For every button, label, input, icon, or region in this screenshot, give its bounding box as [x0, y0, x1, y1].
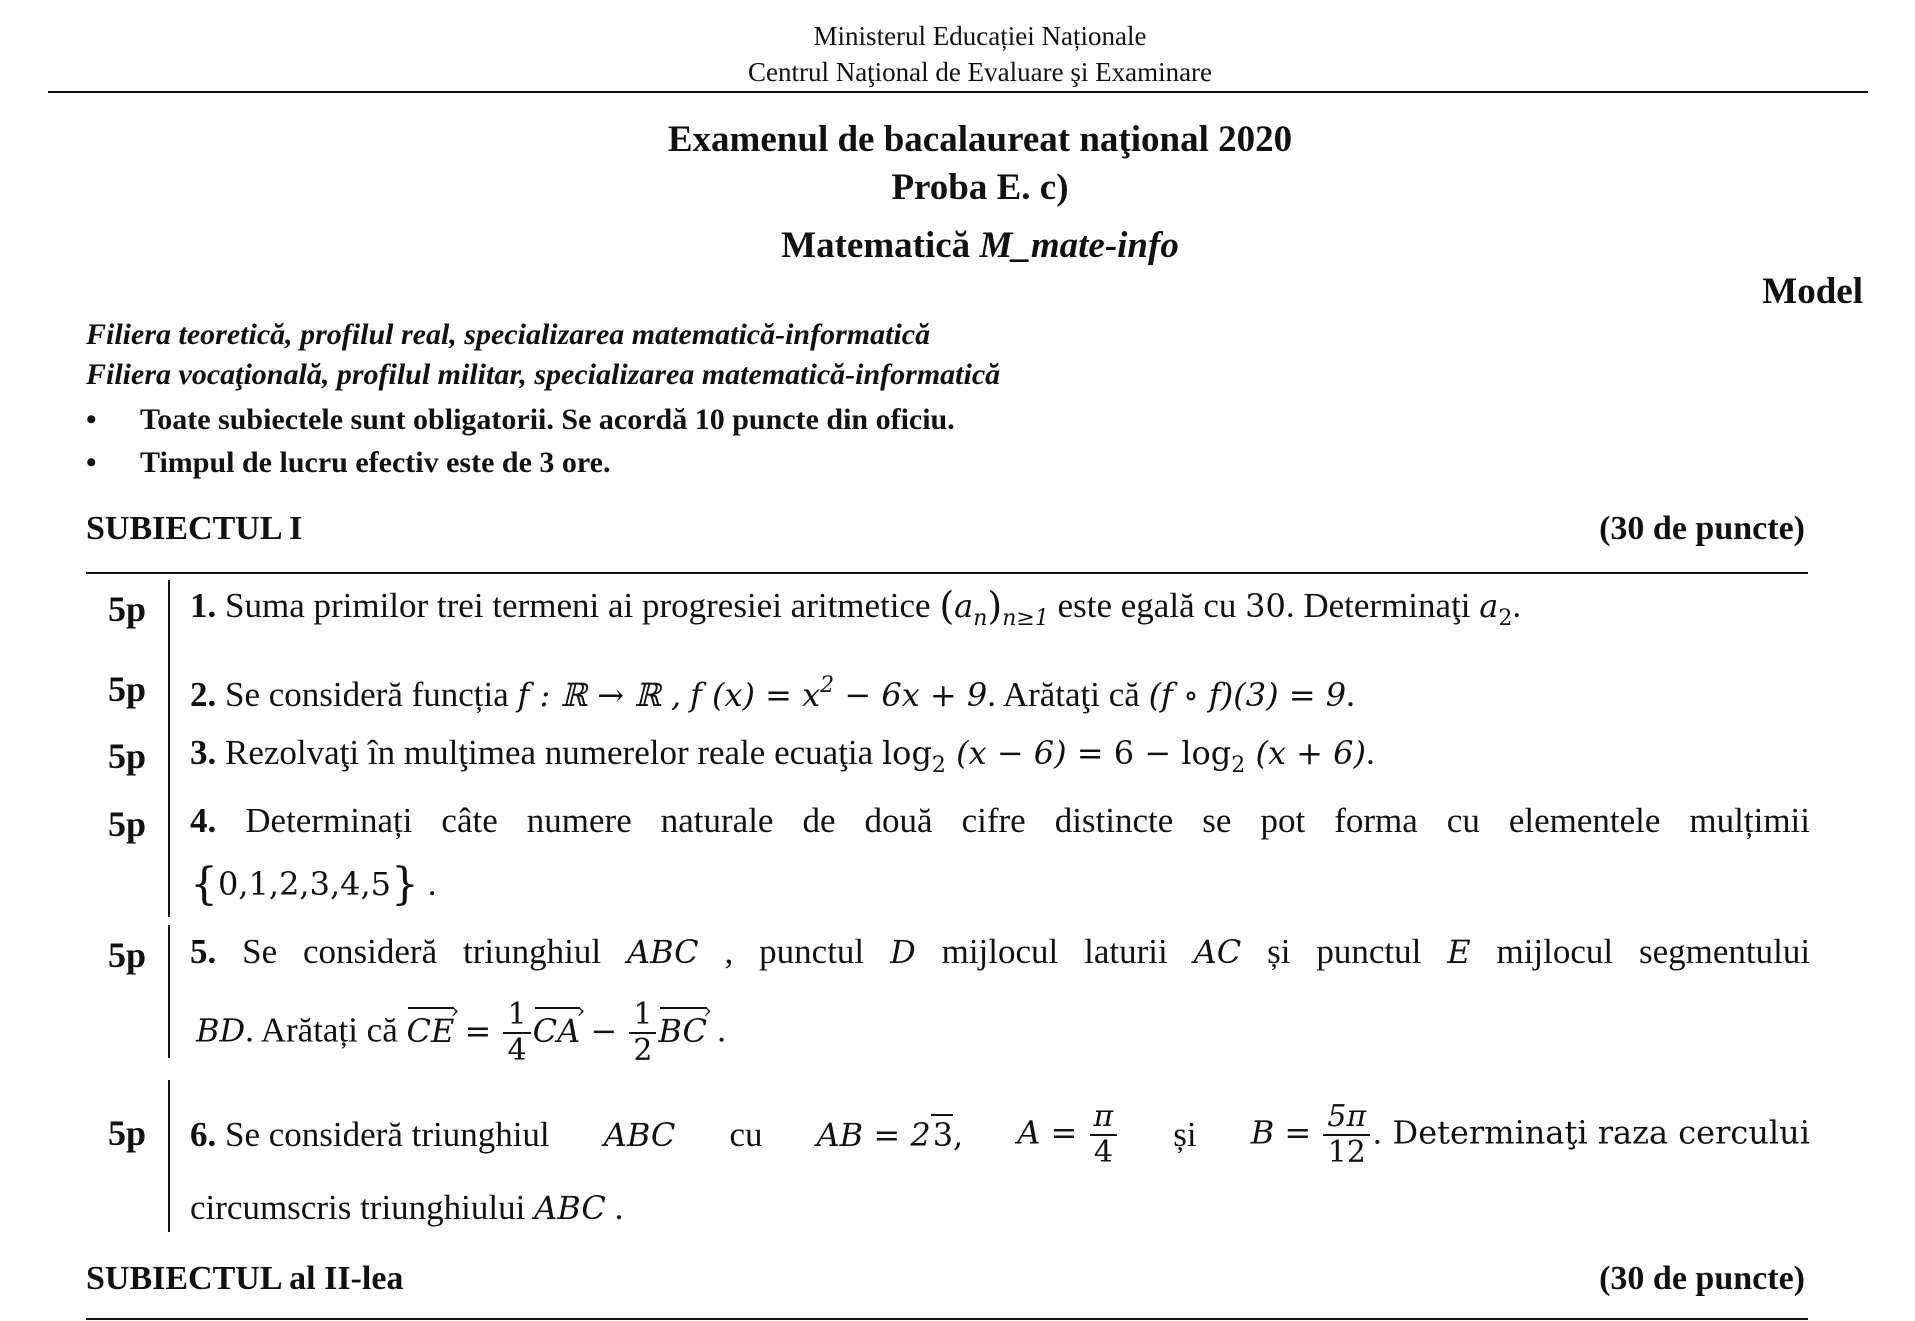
item-number: 3. — [190, 733, 217, 772]
sequence-expr: $(a_n)_{n\ge 1}$ — [939, 584, 1049, 631]
item-text: este egală cu — [1057, 586, 1237, 625]
item-text: Se consideră funcția — [225, 675, 509, 714]
item-line: 5. Se consideră triunghiul ABC , punctul D mijlocul laturii AC și punctul E mijlocul segmentului — [190, 932, 1811, 971]
function-domain: f : ℝ → ℝ , — [517, 676, 682, 714]
item-end: . — [1346, 675, 1355, 714]
item-text: . Arătați că — [245, 1010, 398, 1050]
item-number: 2. — [190, 675, 217, 714]
section2-points: (30 de puncte) — [1599, 1260, 1805, 1297]
item-number: 1. — [190, 586, 217, 625]
bullet-icon: • — [86, 403, 97, 436]
triangle-name: ABC — [534, 1189, 606, 1227]
rule-item — [86, 446, 610, 480]
item-text: . Arătaţi că — [987, 675, 1140, 714]
filiera-2: Filiera vocaţională, profilul militar, specializarea matematică-informatică — [86, 358, 1001, 391]
log-equation: $\log_2 (x - 6) = 6 - \log_2 (x + 6)$ — [881, 734, 1366, 778]
problem-item-1 — [190, 584, 1521, 641]
exam-subject — [0, 224, 1915, 267]
ministry-name: Ministerul Educației Naționale — [813, 21, 1147, 51]
section1-points: (30 de puncte) — [1599, 510, 1805, 547]
item-end: . — [427, 864, 437, 903]
segment-bd: BD — [196, 1011, 246, 1050]
item-text: Rezolvaţi în mulţimea numerelor reale ecuaţia — [225, 733, 874, 772]
rule-item — [86, 403, 955, 437]
vector-equation: CE › = $\frac{1}{4}$ CA › − $\frac{1}{2}$ BC › — [406, 1012, 717, 1050]
item-score: 5p — [108, 935, 147, 975]
problem-item-5-vector — [196, 998, 726, 1068]
target-term: $a_2$ — [1479, 587, 1513, 631]
problem-item-4 — [190, 799, 1810, 843]
subject-variant: M_mate-info — [979, 225, 1179, 266]
center-name: Centrul Naţional de Evaluare şi Examinare — [747, 57, 1213, 87]
item-end: . — [1512, 586, 1522, 625]
filiera-1: Filiera teoretică, profilul real, specializarea matematică-informatică — [86, 318, 931, 351]
rule-text: Timpul de lucru efectiv este de 3 ore. — [140, 446, 611, 479]
score-column-divider — [168, 1080, 170, 1232]
model-label: Model — [1762, 271, 1863, 312]
problem-item-2 — [190, 664, 1355, 717]
score-column-divider — [168, 580, 170, 917]
exam-title: Examenul de bacalaureat naţional 2020 — [667, 119, 1293, 160]
section2-title: SUBIECTUL al II-lea — [86, 1260, 404, 1297]
problem-item-6-line2 — [190, 1186, 623, 1230]
item-line: 6. Se consideră triunghiul ABC cu AB = 23, A = $\frac{\pi}{4}$ și B = $\frac{5\pi}{12}$ . Determinaţi raza cercului — [190, 1099, 1810, 1170]
bullet-icon: • — [86, 446, 97, 479]
section1-title: SUBIECTUL I — [86, 510, 303, 547]
item-text: . Determinaţi — [1285, 586, 1471, 625]
score-column-divider — [168, 925, 170, 1058]
item-score: 5p — [108, 1113, 147, 1153]
item-text: Suma primilor trei termeni ai progresiei aritmetice — [225, 586, 931, 625]
problem-item-4-set — [190, 859, 437, 910]
item-end: . — [1365, 733, 1375, 772]
problem-item-5 — [190, 930, 1810, 974]
item-score: 5p — [108, 736, 147, 776]
item-text: circumscris triunghiului — [190, 1188, 526, 1227]
item-score: 5p — [108, 669, 147, 709]
item-end: . — [717, 1010, 726, 1050]
item-score: 5p — [108, 804, 147, 844]
item-score: 5p — [108, 589, 147, 629]
subject-prefix: Matematică — [781, 225, 971, 266]
item-end: . — [614, 1188, 624, 1227]
composition-claim: (f ∘ f)(3) = 9 — [1148, 676, 1347, 714]
item-line: 4. Determinați câte numere naturale de două cifre distincte se pot forma cu elementele mulțimii — [190, 801, 1810, 840]
section1-rule — [86, 572, 1808, 574]
rule-text: Toate subiectele sunt obligatorii. Se acordă 10 puncte din oficiu. — [140, 403, 955, 436]
digit-set: {0,1,2,3,4,5} — [190, 859, 420, 910]
header-rule — [48, 91, 1868, 93]
sum-value: 30 — [1245, 587, 1286, 625]
exam-proba: Proba E. c) — [891, 167, 1069, 208]
function-expr: f $(x) = x^2 - 6x + 9$ — [689, 673, 988, 714]
problem-item-6 — [190, 1100, 1810, 1170]
section2-rule — [86, 1318, 1808, 1320]
problem-item-3 — [190, 731, 1375, 788]
